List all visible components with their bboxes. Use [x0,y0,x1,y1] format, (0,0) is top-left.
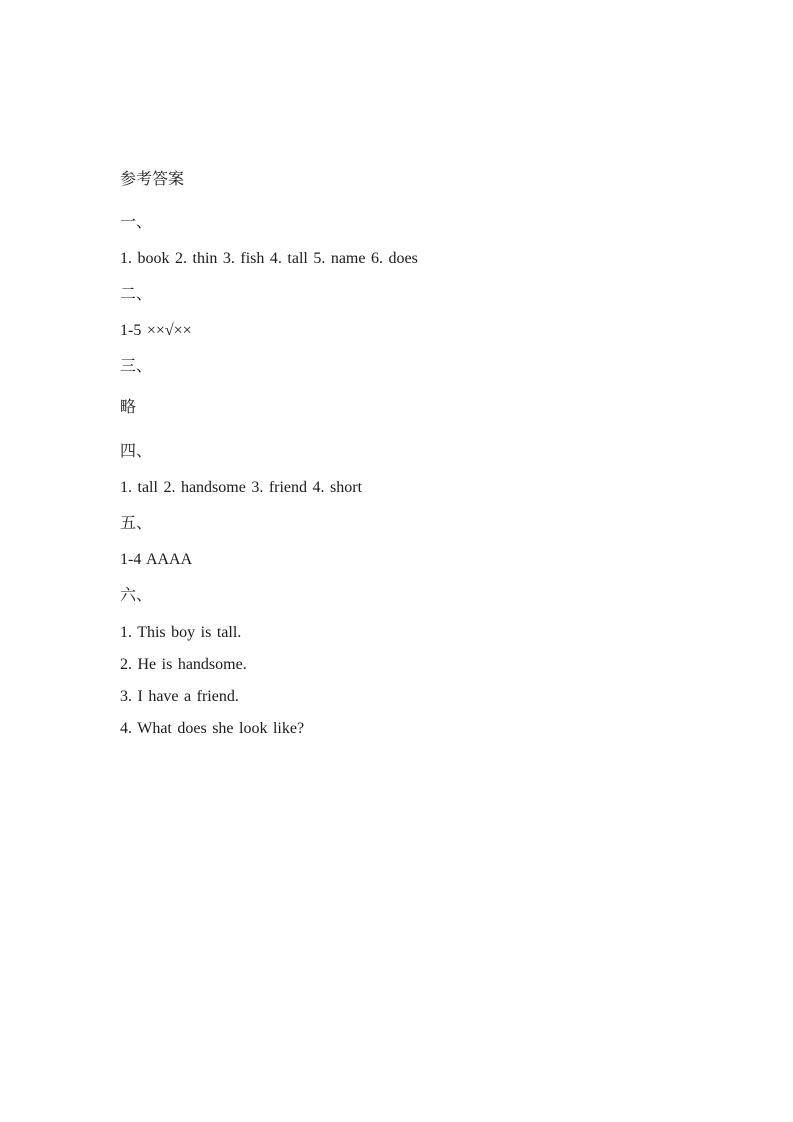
section-5-answer: 1-4 AAAA [120,551,193,568]
section-6-answer-line-4: 4. What does she look like? [120,720,305,737]
section-6-answer-line-2: 2. He is handsome. [120,656,247,673]
section-4-marker: 四、 [120,443,153,460]
document-title: 参考答案 [120,171,185,188]
section-4-answer: 1. tall 2. handsome 3. friend 4. short [120,479,363,496]
section-2-answer: 1-5 ××√×× [120,322,192,339]
section-6-marker: 六、 [120,587,153,604]
section-6-answer-line-1: 1. This boy is tall. [120,624,242,641]
section-1-marker: 一、 [120,214,153,231]
section-3-answer: 略 [120,399,137,416]
section-6-answer-line-3: 3. I have a friend. [120,688,239,705]
section-5-marker: 五、 [120,515,153,532]
section-2-marker: 二、 [120,286,153,303]
section-1-answer: 1. book 2. thin 3. fish 4. tall 5. name 6. does [120,250,418,267]
section-3-marker: 三、 [120,358,153,375]
